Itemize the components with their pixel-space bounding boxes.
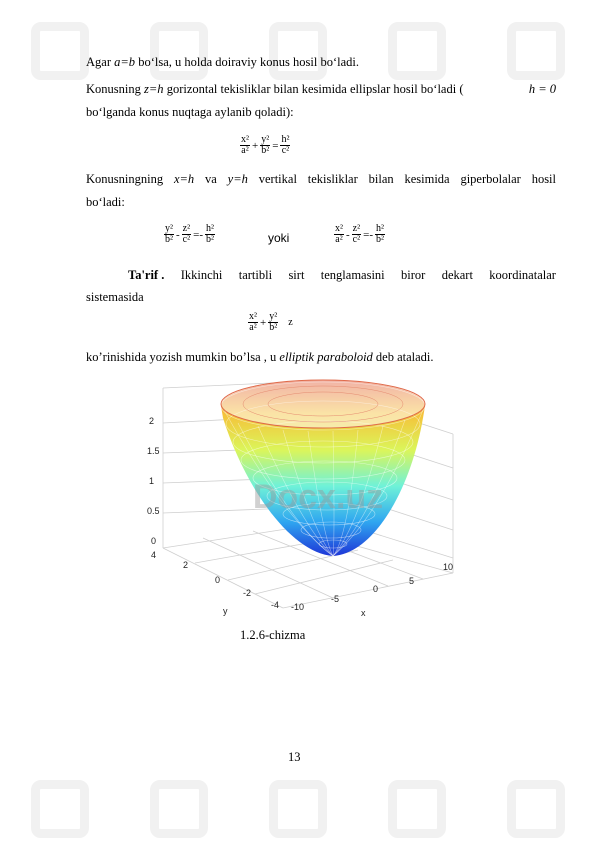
y-tick-0: 0	[215, 575, 221, 585]
x-tick-5: 5	[409, 576, 415, 586]
formula-hyperbola-1: $\frac{\text{y²}}{\text{b²}}$ - $\frac{\text{z²}}{\text{c²}}$ =- $\frac{\text{h²}}{\text{b²}}$	[165, 223, 214, 245]
x-tick-neg10: -10	[291, 602, 305, 612]
y-tick-neg4: -4	[271, 600, 280, 610]
x-tick-0: 0	[373, 584, 379, 594]
z-tick-2: 2	[149, 416, 155, 426]
definition-line: Ta'rif . Ikkinchi tartibli sirt tenglamasini biror dekart koordinatalar	[128, 268, 556, 282]
x-axis-label: x	[361, 608, 366, 618]
y-tick-neg2: -2	[243, 588, 252, 598]
formula-ellipse: $\frac{\text{x²}}{\text{a²}}$ + $\frac{\text{y²}}{\text{b²}}$ = $\frac{\text{h²}}{\text{c²}}$	[241, 134, 290, 156]
text-line-1: Agar a=b bo‘lsa, u holda doiraviy konus hosil bo‘ladi.	[86, 55, 359, 69]
yoki-word: yoki	[268, 231, 290, 245]
page-number: 13	[288, 750, 301, 764]
z-tick-0.5: 0.5	[147, 506, 160, 516]
x-tick-neg5: -5	[331, 594, 340, 604]
watermark-row-top	[0, 22, 595, 80]
y-tick-2: 2	[183, 560, 189, 570]
z-tick-1: 1	[149, 476, 155, 486]
text-line-4: Konusningning x=h va y=h vertikal tekisliklar bilan kesimida giperbolalar hosil	[86, 172, 556, 186]
formula-paraboloid: $\frac{\text{x²}}{\text{a²}}$ + $\frac{\text{y²}}{\text{b²}}$ z	[249, 311, 293, 333]
text-line-2: Konusning z=h gorizontal tekisliklar bilan kesimida ellipslar hosil bo‘ladi ( h = 0	[86, 82, 556, 96]
y-tick-4: 4	[151, 550, 157, 560]
docx-watermark: Docx.uz	[252, 478, 384, 516]
text-line-3: bo‘lganda konus nuqtaga aylanib qoladi):	[86, 105, 294, 119]
watermark-row-bottom	[0, 780, 595, 838]
figure-caption: 1.2.6-chizma	[240, 628, 306, 642]
z-tick-0: 0	[151, 536, 157, 546]
paraboloid-figure	[143, 378, 463, 620]
y-axis-label: y	[223, 606, 228, 616]
text-line-7: sistemasida	[86, 290, 144, 304]
z-tick-1.5: 1.5	[147, 446, 160, 456]
text-line-5: bo‘ladi:	[86, 195, 125, 209]
formula-hyperbola-2: $\frac{\text{x²}}{\text{a²}}$ - $\frac{\text{z²}}{\text{c²}}$ =- $\frac{\text{h²}}{\text{b²}}$	[335, 223, 384, 245]
text-line-8: ko’rinishida yozish mumkin bo’lsa , u elliptik paraboloid deb ataladi.	[86, 350, 434, 364]
x-tick-10: 10	[443, 562, 454, 572]
